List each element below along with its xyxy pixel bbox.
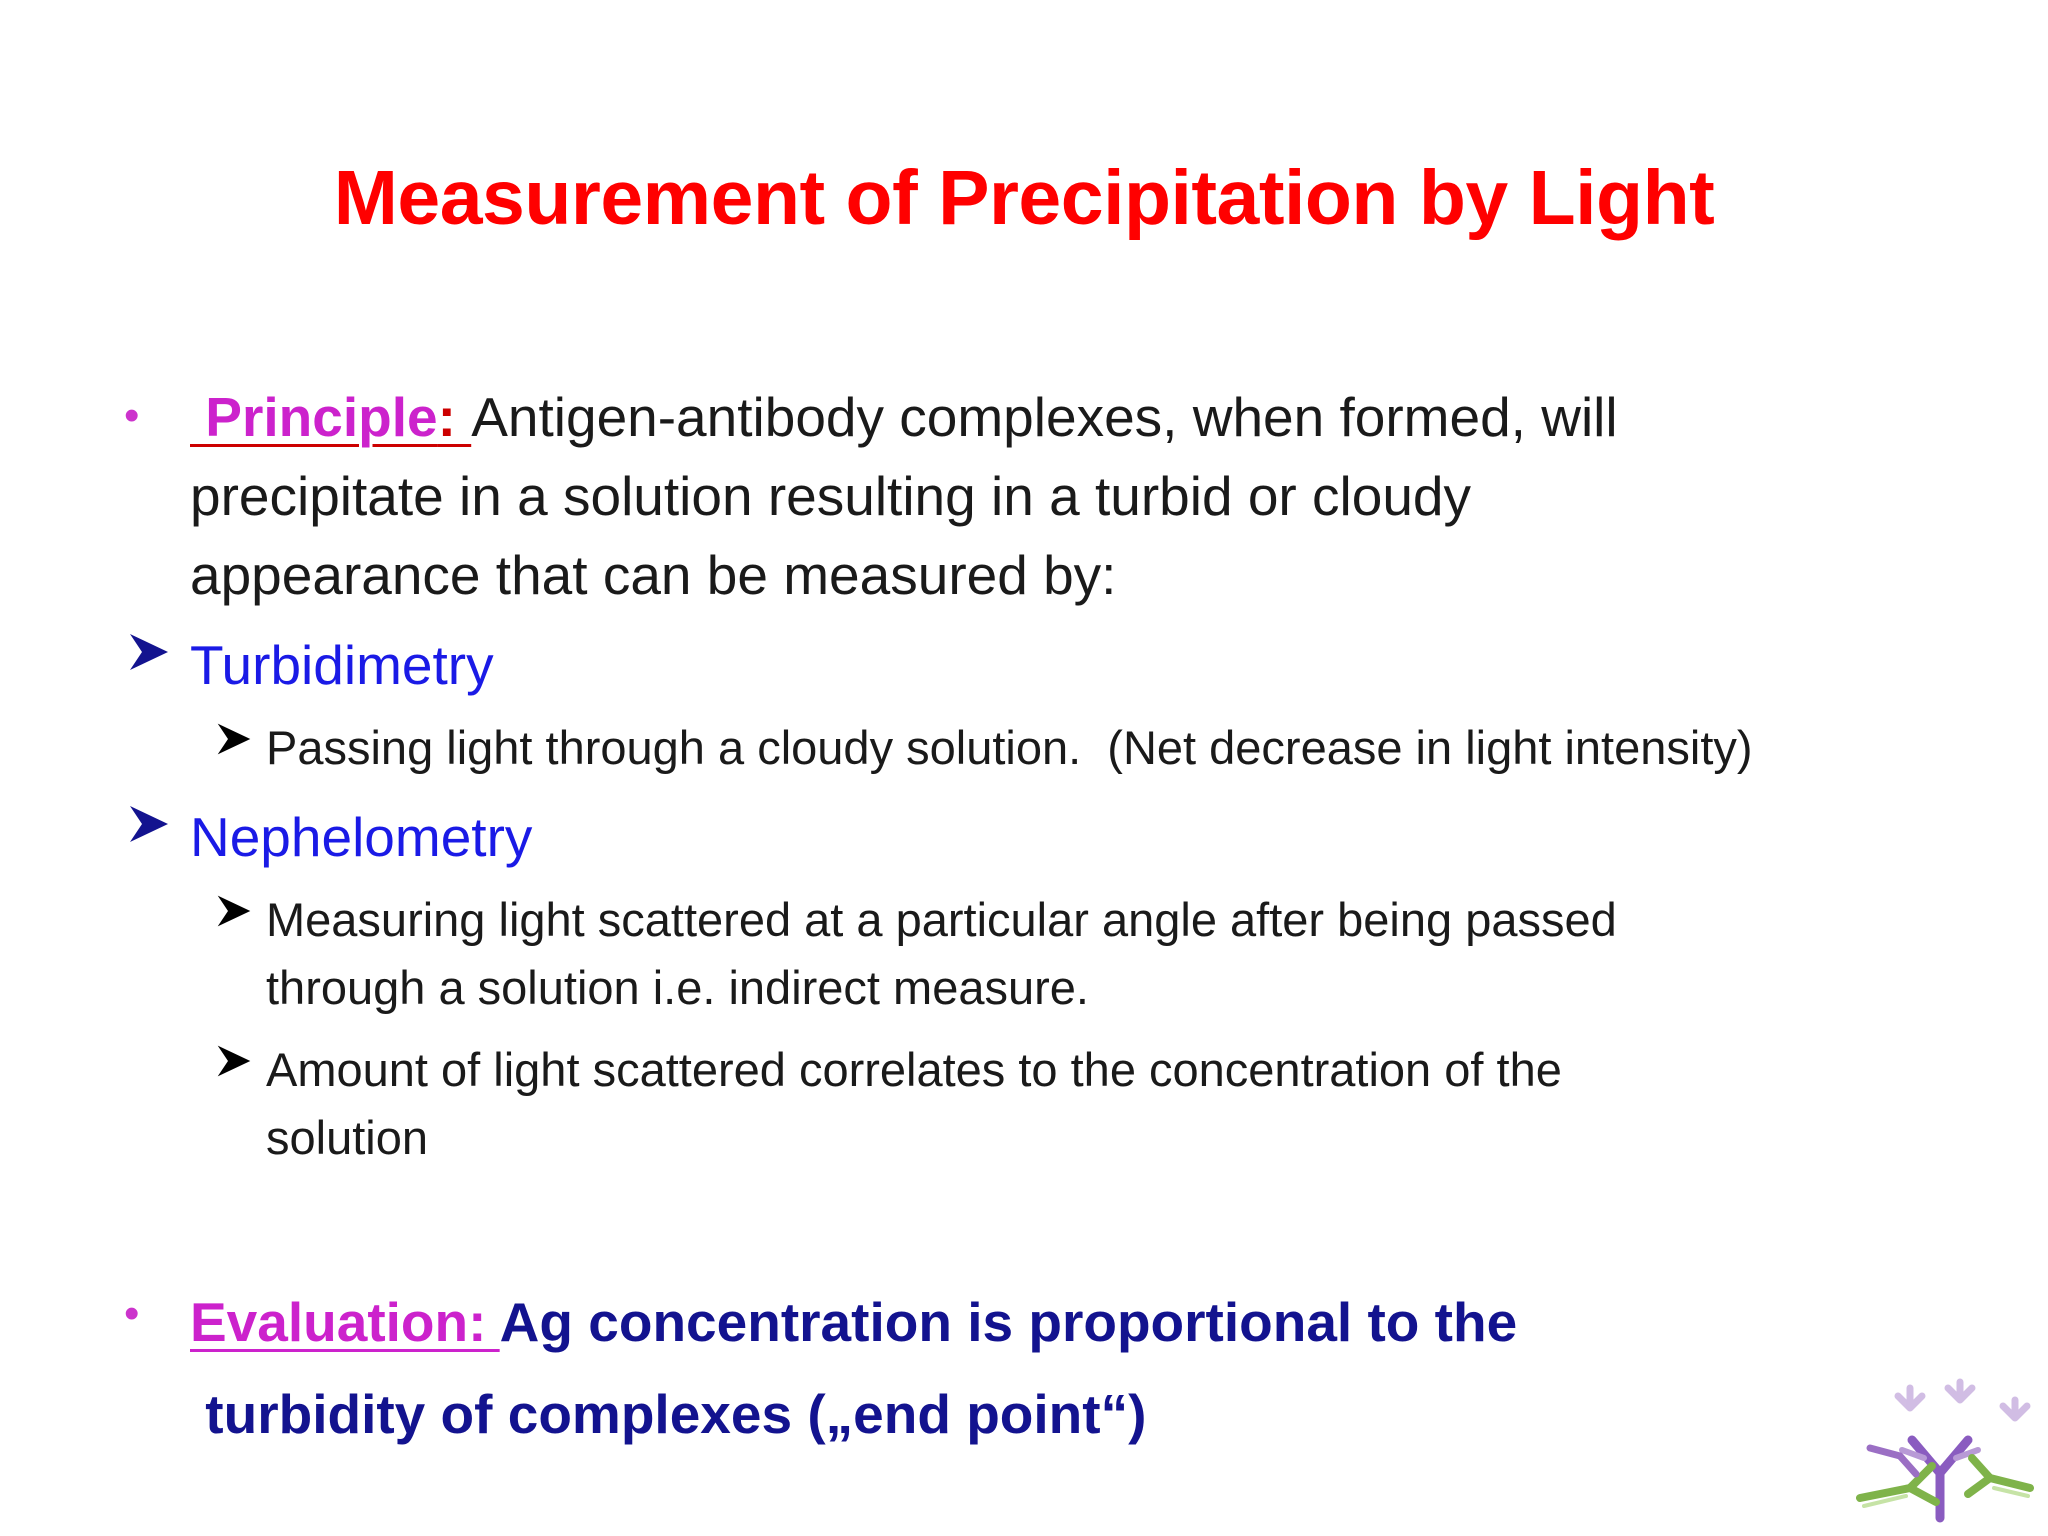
slide-title: Measurement of Precipitation by Light xyxy=(333,155,1715,241)
principle-text-2: precipitate in a solution resulting in a turbid or cloudy xyxy=(190,465,1472,527)
arrow-bullet-icon xyxy=(128,802,170,846)
arrow-bullet-icon xyxy=(128,630,170,674)
nephelometry-desc-2-line-2: solution xyxy=(266,1111,428,1164)
evaluation-text-1: Ag concentration is proportional to the xyxy=(499,1291,1518,1353)
nephelometry-description-1 xyxy=(266,886,2026,1022)
principle-text-1: Antigen-antibody complexes, when formed, will xyxy=(471,386,1618,448)
turbidimetry-description: Passing light through a cloudy solution. (Net decrease in light intensity) xyxy=(266,721,1753,774)
turbidimetry-heading: Turbidimetry xyxy=(190,634,494,696)
evaluation-line-1 xyxy=(190,1276,1990,1368)
nephelometry-desc-1-line-2: through a solution i.e. indirect measure. xyxy=(266,961,1089,1014)
evaluation-text-2: turbidity of complexes („end point“) xyxy=(190,1383,1147,1445)
evaluation-paragraph xyxy=(190,1276,1990,1460)
arrow-bullet-icon xyxy=(216,720,252,758)
nephelometry-heading: Nephelometry xyxy=(190,806,533,868)
nephelometry-desc-1-line-1: Measuring light scattered at a particular angle after being passed xyxy=(266,893,1617,946)
evaluation-label: Evaluation: xyxy=(190,1291,500,1353)
principle-paragraph xyxy=(190,378,1990,615)
nephelometry-description-2 xyxy=(266,1036,2026,1172)
antibody-illustration xyxy=(1840,1378,2040,1528)
nephelometry-desc-2-line-1: Amount of light scattered correlates to the concentration of the xyxy=(266,1043,1562,1096)
principle-colon: : xyxy=(437,386,472,448)
principle-line-1 xyxy=(190,378,1990,457)
arrow-bullet-icon xyxy=(216,1042,252,1080)
principle-text-3: appearance that can be measured by: xyxy=(190,544,1117,606)
bullet-dot-icon: • xyxy=(124,391,140,440)
arrow-bullet-icon xyxy=(216,892,252,930)
principle-label: Principle xyxy=(190,386,438,448)
bullet-dot-icon: • xyxy=(124,1289,140,1338)
